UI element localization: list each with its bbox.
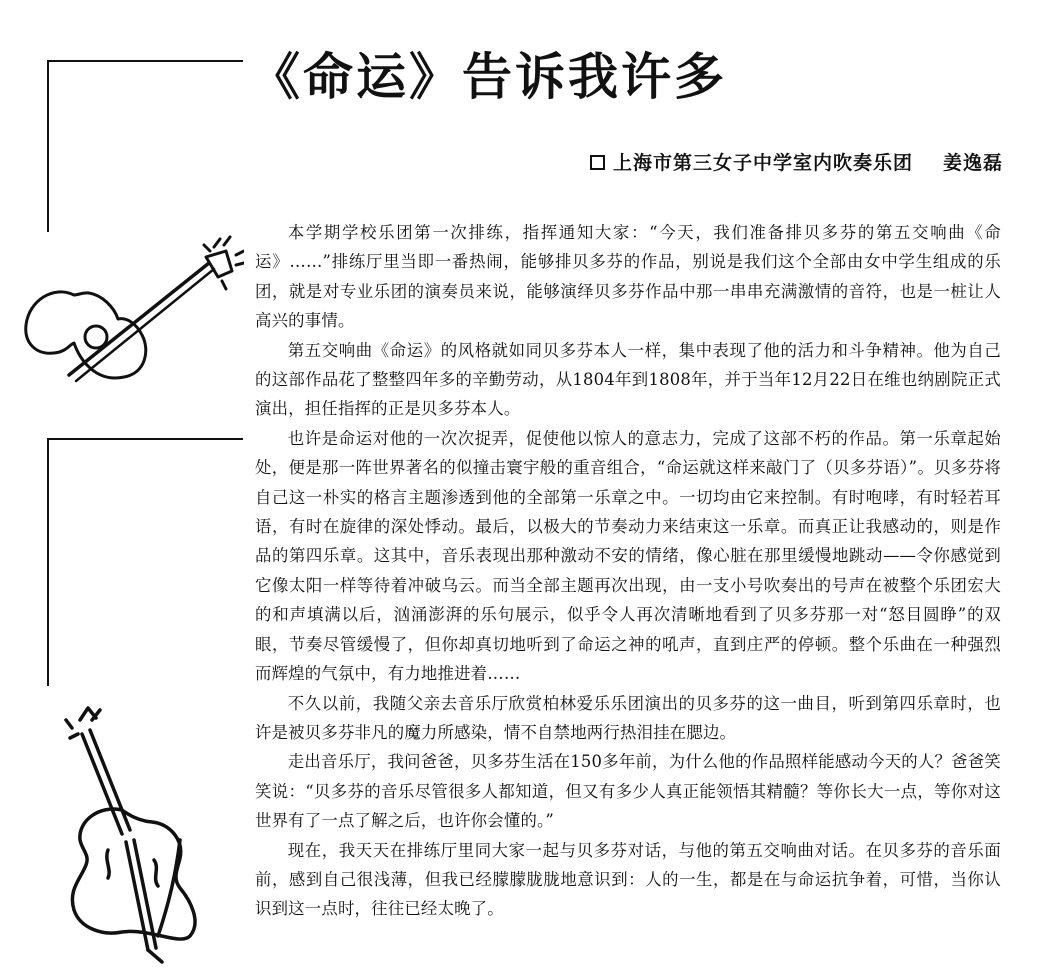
guitar-illustration: [14, 225, 244, 395]
article-title: 《命运》告诉我许多: [250, 48, 727, 106]
frame-line-top-horizontal: [48, 60, 243, 62]
article-body: [255, 218, 1001, 924]
square-bullet-icon: [590, 155, 605, 170]
frame-line-mid-horizontal: [48, 438, 243, 440]
frame-line-top-vertical: [47, 60, 49, 232]
paragraph: 不久以前，我随父亲去音乐厅欣赏柏林爱乐乐团演出的贝多芬的这一曲目，听到第四乐章时，也许是被贝多芬非凡的魔力所感染，情不自禁地两行热泪挂在腮边。: [255, 693, 1001, 742]
frame-line-mid-vertical: [47, 438, 49, 686]
paragraph: 也许是命运对他的一次次捉弄，促使他以惊人的意志力，完成了这部不朽的作品。第一乐章起始处，便是那一阵世界著名的似撞击寰宇般的重音组合，“命运就这样来敲门了（贝多芬语）”。贝多芬将自己这一朴实的格言主题渗透到他的全部第一乐章之中。一切均由它来控制。有时咆哮，有时轻若耳语，有时在旋律的深处悸动。最后，以极大的节奏动力来结束这一乐章。而真正让我感动的，则是作品的第四乐章。这其中，音乐表现出那种激动不安的情绪，像心脏在那里缓慢地跳动——令你感觉到它像太阳一样等待着冲破乌云。而当全部主题再次出现，由一支小号吹奏出的号声在被整个乐团宏大的和声填满以后，汹涌澎湃的乐句展示，似乎令人再次清晰地看到了贝多芬那一对“怒目圆睁”的双眼，节奏尽管缓慢了，但你却真切地听到了命运之神的吼声，直到庄严的停顿。整个乐曲在一种强烈而辉煌的气氛中，有力地推进着……: [255, 428, 1001, 684]
byline-author: 姜逸磊: [942, 152, 1003, 174]
byline: [590, 148, 1003, 175]
cello-illustration: [30, 700, 235, 965]
paragraph: 现在，我天天在排练厅里同大家一起与贝多芬对话，与他的第五交响曲对话。在贝多芬的音乐面前，感到自己很浅薄，但我已经朦朦胧胧地意识到：人的一生，都是在与命运抗争着，可惜，当你认识到这一点时，往往已经太晚了。: [255, 840, 1001, 919]
paragraph: 走出音乐厅，我问爸爸，贝多芬生活在150多年前，为什么他的作品照样能感动今天的人？爸爸笑笑说：“贝多芬的音乐尽管很多人都知道，但又有多少人真正能领悟其精髓？等你长大一点，等你对这世界有了一点了解之后，也许你会懂的。”: [255, 752, 1001, 831]
paragraph: 第五交响曲《命运》的风格就如同贝多芬本人一样，集中表现了他的活力和斗争精神。他为自己的这部作品花了整整四年多的辛勤劳动，从1804年到1808年，并于当年12月22日在维也纳剧院正式演出，担任指挥的正是贝多芬本人。: [255, 340, 1001, 419]
paragraph: 本学期学校乐团第一次排练，指挥通知大家：“今天，我们准备排贝多芬的第五交响曲《命运》……”排练厅里当即一番热闹，能够排贝多芬的作品，别说是我们这个全部由女中学生组成的乐团，就是对专业乐团的演奏员来说，能够演绎贝多芬作品中那一串串充满激情的音符，也是一桩让人高兴的事情。: [255, 223, 1001, 331]
byline-organization: 上海市第三女子中学室内吹奏乐团: [612, 152, 913, 174]
